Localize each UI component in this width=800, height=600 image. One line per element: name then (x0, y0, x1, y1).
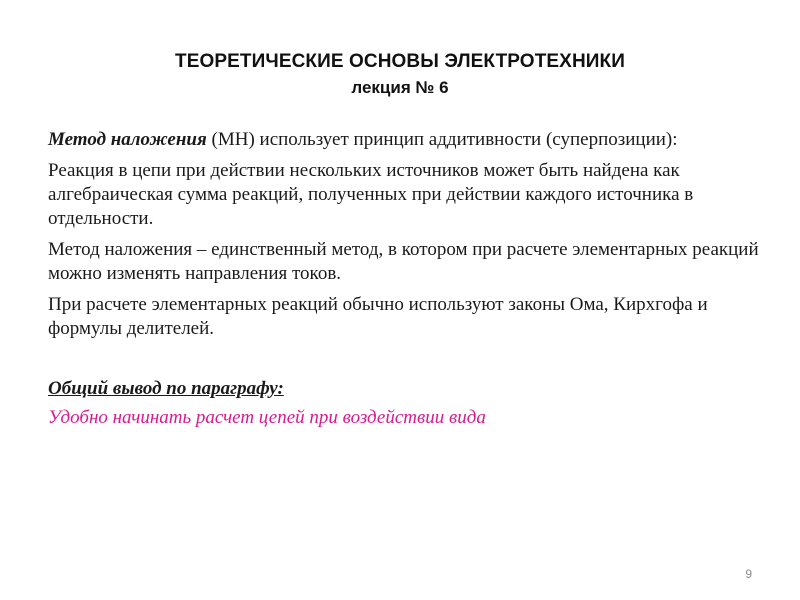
conclusion-text: Удобно начинать расчет цепей при воздействии вида (48, 407, 486, 428)
paragraph-method-intro (48, 128, 768, 152)
method-term: Метод наложения (48, 129, 207, 150)
conclusion-heading: Общий вывод по параграфу: (48, 378, 284, 399)
course-title: ТЕОРЕТИЧЕСКИЕ ОСНОВЫ ЭЛЕКТРОТЕХНИКИ (175, 51, 625, 72)
paragraph-current-direction: Метод наложения – единственный метод, в котором при расчете элементарных реакций можно изменять направления токов. (48, 239, 759, 284)
slide-title (0, 50, 800, 100)
page-number: 9 (745, 567, 752, 581)
method-intro-text: (МН) использует принцип аддитивности (суперпозиции): (206, 129, 678, 150)
lecture-number: лекция № 6 (351, 78, 449, 97)
slide-body (48, 128, 768, 430)
paragraph-superposition: Реакция в цепи при действии нескольких источников может быть найдена как алгебраическая сумма реакций, полученных при действии каждого источника в отдельности. (48, 160, 694, 229)
paragraph-laws: При расчете элементарных реакций обычно используют законы Ома, Кирхгофа и формулы делителей. (48, 294, 708, 339)
